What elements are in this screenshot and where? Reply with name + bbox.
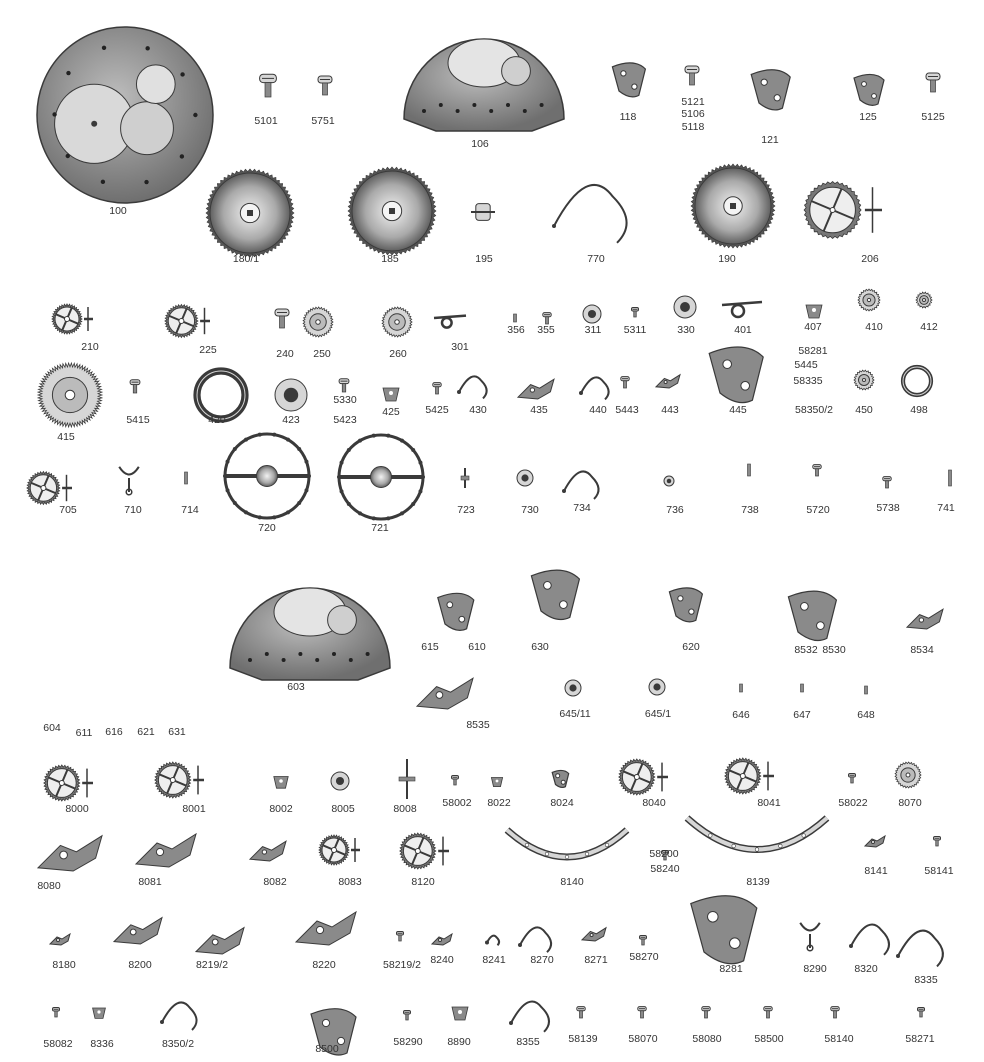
spring-part-8355 xyxy=(509,1001,549,1031)
part-number-label: 8534 xyxy=(910,644,934,656)
bridge-part-610 xyxy=(438,593,474,630)
small-part-part-425 xyxy=(383,388,399,401)
arc-part-8140 xyxy=(507,830,627,859)
part-number-label: 8180 xyxy=(52,959,76,971)
part-number-label: 412 xyxy=(920,321,938,333)
part-number-label: 8081 xyxy=(138,876,162,888)
screw-part-58082 xyxy=(53,1008,60,1018)
bridge-part-125 xyxy=(854,74,884,105)
part-number-label: 8008 xyxy=(393,803,417,815)
part-number-label: 5443 xyxy=(615,404,639,416)
arc-part-8139 xyxy=(687,818,827,851)
part-number-label: 5106 xyxy=(681,108,705,120)
lever-part-8180 xyxy=(50,934,70,945)
part-number-label: 185 xyxy=(381,253,399,265)
jewel-part-423 xyxy=(275,379,307,411)
part-number-label: 730 xyxy=(521,504,539,516)
part-number-label: 8219/2 xyxy=(195,959,229,971)
pin-part-741 xyxy=(949,470,952,486)
part-number-label: 58240 xyxy=(650,863,680,875)
part-number-label: 8002 xyxy=(269,803,293,815)
part-number-label: 8082 xyxy=(263,876,287,888)
spring-part-8270 xyxy=(518,927,551,952)
stem-part-401 xyxy=(722,302,762,317)
part-number-label: 630 xyxy=(531,641,549,653)
lever-part-8271 xyxy=(582,928,606,941)
part-number-label: 5118 xyxy=(681,121,705,133)
part-number-label: 8139 xyxy=(746,876,770,888)
part-number-label: 604 xyxy=(43,722,61,734)
screw-part-58500 xyxy=(764,1007,772,1018)
part-number-label: 5415 xyxy=(126,414,150,426)
part-number-label: 5125 xyxy=(921,111,945,123)
part-number-label: 498 xyxy=(910,404,928,416)
part-number-label: 58350/2 xyxy=(795,404,833,416)
part-number-label: 58281 xyxy=(798,345,828,357)
screw-part-58139 xyxy=(577,1007,585,1018)
pin-part-648 xyxy=(865,686,868,694)
barrel-part-185 xyxy=(348,167,436,255)
jewel-part-736 xyxy=(664,476,674,486)
part-number-label: 8120 xyxy=(411,876,435,888)
part-number-label: 721 xyxy=(371,522,389,534)
part-number-label: 620 xyxy=(682,641,700,653)
gear-part-415 xyxy=(38,363,102,427)
bridge-plate-part-603 xyxy=(230,588,390,680)
lever-part-8082 xyxy=(250,841,286,861)
part-number-label: 100 xyxy=(109,205,127,217)
staff-part-8008 xyxy=(399,759,415,799)
stem-part-301 xyxy=(434,316,466,328)
screw-part-5101 xyxy=(260,74,277,97)
part-number-label: 8080 xyxy=(37,880,61,892)
spring-part-8320 xyxy=(849,924,889,954)
part-number-label: 8240 xyxy=(430,954,454,966)
part-number-label: 8040 xyxy=(642,797,666,809)
part-number-label: 738 xyxy=(741,504,759,516)
part-number-label: 5121 xyxy=(681,96,705,108)
part-number-label: 8281 xyxy=(719,963,743,975)
screw-part-58080 xyxy=(702,1007,710,1018)
wheel-pinion-part-8040 xyxy=(619,759,668,795)
part-number-label: 410 xyxy=(865,321,883,333)
part-number-label: 225 xyxy=(199,344,217,356)
part-number-label: 8890 xyxy=(447,1036,471,1048)
gear-part-412 xyxy=(916,292,932,308)
part-number-label: 736 xyxy=(666,504,684,516)
spring-part-430 xyxy=(457,376,487,398)
part-number-label: 5738 xyxy=(876,502,900,514)
fork-part-710 xyxy=(119,467,139,495)
part-number-label: 5423 xyxy=(333,414,357,426)
wheel-pinion-part-225 xyxy=(165,305,210,338)
part-number-label: 443 xyxy=(661,404,679,416)
part-number-label: 125 xyxy=(859,111,877,123)
part-number-label: 58200 xyxy=(649,848,679,860)
screw-part-58270 xyxy=(640,936,647,946)
lever-part-8219-2 xyxy=(196,928,244,954)
lever-part-8220 xyxy=(296,912,356,945)
small-part-part-8022 xyxy=(491,778,502,787)
pin-part-738 xyxy=(748,464,751,476)
part-number-label: 5330 xyxy=(333,394,357,406)
part-number-label: 710 xyxy=(124,504,142,516)
balance-part-720 xyxy=(223,433,311,520)
screw-part-5738 xyxy=(883,477,891,488)
parts-drawings xyxy=(27,27,952,1055)
part-number-label: 311 xyxy=(584,324,602,336)
part-number-label: 621 xyxy=(137,726,155,738)
part-number-label: 5425 xyxy=(425,404,449,416)
part-number-label: 8200 xyxy=(128,959,152,971)
part-number-label: 8270 xyxy=(530,954,554,966)
wheel-pinion-part-705 xyxy=(27,472,72,505)
part-number-label: 8355 xyxy=(516,1036,540,1048)
lever-part-8141 xyxy=(865,836,885,847)
fork-part-8290 xyxy=(800,923,820,951)
part-number-label: 407 xyxy=(804,321,822,333)
bridge-plate-part-106 xyxy=(404,39,564,131)
part-number-label: 58500 xyxy=(754,1033,784,1045)
jewel-part-645-11 xyxy=(565,680,581,696)
screw-part-5425 xyxy=(433,383,441,394)
screw-part-5311 xyxy=(632,308,639,318)
arbor-part-195 xyxy=(471,204,495,221)
part-number-label: 8140 xyxy=(560,876,584,888)
movement-plate-part-100 xyxy=(37,27,213,203)
part-number-label: 106 xyxy=(471,138,489,150)
part-number-label: 58271 xyxy=(905,1033,935,1045)
part-number-label: 720 xyxy=(258,522,276,534)
screw-part-58290 xyxy=(404,1011,411,1021)
pin-part-356 xyxy=(514,314,517,322)
part-number-label: 8005 xyxy=(331,803,355,815)
part-number-label: 705 xyxy=(59,504,77,516)
part-number-label: 8022 xyxy=(487,797,511,809)
jewel-part-311 xyxy=(583,305,601,323)
part-number-label: 734 xyxy=(573,502,591,514)
part-number-label: 450 xyxy=(855,404,873,416)
part-number-label: 741 xyxy=(937,502,955,514)
staff-part-723 xyxy=(461,468,469,488)
bridge-part-8281 xyxy=(691,896,757,964)
part-number-label: 58140 xyxy=(824,1033,854,1045)
part-number-label: 645/11 xyxy=(559,708,591,720)
lever-part-8200 xyxy=(114,918,162,944)
part-number-label: 58141 xyxy=(924,865,954,877)
part-number-label: 646 xyxy=(732,709,750,721)
part-number-label: 330 xyxy=(677,324,695,336)
lever-part-8080 xyxy=(38,836,102,871)
part-number-label: 58270 xyxy=(629,951,659,963)
small-part-part-8890 xyxy=(452,1007,468,1020)
part-number-label: 648 xyxy=(857,709,875,721)
spring-part-8350-2 xyxy=(160,1002,197,1030)
spring-part-440 xyxy=(579,377,609,399)
wheel-pinion-part-210 xyxy=(52,304,93,334)
part-number-label: 8271 xyxy=(584,954,608,966)
bridge-part-8530 xyxy=(788,591,836,640)
bridge-part-445 xyxy=(709,347,763,403)
part-number-label: 8083 xyxy=(338,876,362,888)
jewel-part-645-1 xyxy=(649,679,665,695)
part-number-label: 8041 xyxy=(757,797,781,809)
screw-part-58140 xyxy=(831,1007,839,1018)
part-number-label: 615 xyxy=(421,641,439,653)
part-number-label: 250 xyxy=(313,348,331,360)
part-number-label: 616 xyxy=(105,726,123,738)
part-number-label: 423 xyxy=(282,414,300,426)
spring-part-770 xyxy=(552,185,627,243)
part-number-label: 631 xyxy=(168,726,186,738)
part-number-label: 430 xyxy=(469,404,487,416)
pin-part-647 xyxy=(801,684,804,692)
part-number-label: 180/1 xyxy=(232,253,260,265)
bridge-part-121 xyxy=(751,70,790,110)
screw-part-58070 xyxy=(638,1007,646,1018)
gear-part-450 xyxy=(854,370,874,390)
jewel-part-8005 xyxy=(331,772,349,790)
part-number-label: 401 xyxy=(734,324,752,336)
part-number-label: 118 xyxy=(619,111,637,123)
gear-part-260 xyxy=(382,307,412,337)
screw-part-58219-2 xyxy=(397,932,404,942)
wheel-pinion-part-8120 xyxy=(400,833,449,869)
small-part-part-8336 xyxy=(93,1008,106,1018)
part-number-label: 611 xyxy=(75,727,93,739)
spring-part-734 xyxy=(562,471,599,499)
part-number-label: 420 xyxy=(208,414,226,426)
part-number-label: 58002 xyxy=(442,797,472,809)
screw-part-5443 xyxy=(621,377,629,388)
lever-part-8240 xyxy=(432,934,452,945)
part-number-label: 645/1 xyxy=(644,708,672,720)
barrel-part-190 xyxy=(691,164,775,248)
part-number-label: 8070 xyxy=(898,797,922,809)
screw-part-5330 xyxy=(339,379,349,392)
part-number-label: 723 xyxy=(457,504,475,516)
part-number-label: 8001 xyxy=(182,803,206,815)
small-part-part-8002 xyxy=(274,777,288,789)
lever-part-8534 xyxy=(907,609,943,629)
spring-part-8335 xyxy=(896,931,943,967)
part-number-label: 58070 xyxy=(628,1033,658,1045)
lever-part-8535 xyxy=(417,678,473,709)
wheel-pinion-part-206 xyxy=(804,182,882,239)
screw-part-355 xyxy=(543,313,551,324)
lever-part-8081 xyxy=(136,834,196,867)
part-number-label: 8024 xyxy=(550,797,574,809)
part-number-label: 8500 xyxy=(315,1043,339,1055)
screw-part-240 xyxy=(275,309,289,328)
part-number-label: 58080 xyxy=(692,1033,722,1045)
part-number-label: 58139 xyxy=(568,1033,598,1045)
screw-part-58271 xyxy=(918,1008,925,1018)
screw-part-5415 xyxy=(130,380,140,393)
part-number-label: 195 xyxy=(475,253,493,265)
part-number-label: 415 xyxy=(57,431,75,443)
bridge-part-8024 xyxy=(552,770,569,787)
screw-part-58022 xyxy=(849,774,856,784)
part-number-label: 8335 xyxy=(914,974,938,986)
part-number-label: 356 xyxy=(507,324,525,336)
ring-part-498 xyxy=(903,367,931,395)
part-labels xyxy=(37,96,955,1055)
part-number-label: 5720 xyxy=(806,504,830,516)
part-number-label: 8320 xyxy=(854,963,878,975)
lever-part-435 xyxy=(518,379,554,399)
part-number-label: 8000 xyxy=(65,803,89,815)
spring-part-8241 xyxy=(485,936,499,946)
part-number-label: 8530 xyxy=(822,644,846,656)
part-number-label: 240 xyxy=(276,348,294,360)
part-number-label: 5751 xyxy=(311,115,335,127)
part-number-label: 5445 xyxy=(794,359,818,371)
part-number-label: 8350/2 xyxy=(161,1038,195,1050)
ring-part-420 xyxy=(197,371,245,419)
part-number-label: 121 xyxy=(761,134,779,146)
part-number-label: 8290 xyxy=(803,963,827,975)
part-number-label: 260 xyxy=(389,348,407,360)
part-number-label: 8532 xyxy=(794,644,818,656)
screw-part-58002 xyxy=(452,776,459,786)
gear-part-8070 xyxy=(895,762,921,788)
part-number-label: 5101 xyxy=(254,115,278,127)
screw-part-5125 xyxy=(926,73,940,92)
part-number-label: 210 xyxy=(81,341,99,353)
part-number-label: 8141 xyxy=(864,865,888,877)
part-number-label: 58335 xyxy=(793,375,823,387)
part-number-label: 58022 xyxy=(838,797,868,809)
part-number-label: 440 xyxy=(589,404,607,416)
part-number-label: 770 xyxy=(587,253,605,265)
bridge-part-118 xyxy=(612,63,645,97)
part-number-label: 58082 xyxy=(43,1038,73,1050)
balance-part-721 xyxy=(337,434,425,521)
screw-part-5751 xyxy=(318,76,332,95)
part-number-label: 714 xyxy=(181,504,199,516)
part-number-label: 8336 xyxy=(90,1038,114,1050)
part-number-label: 610 xyxy=(468,641,486,653)
part-number-label: 425 xyxy=(382,406,400,418)
gear-part-410 xyxy=(858,289,880,311)
part-number-label: 190 xyxy=(718,253,736,265)
part-number-label: 301 xyxy=(451,341,469,353)
small-part-part-407 xyxy=(806,305,822,318)
gear-part-250 xyxy=(303,307,333,337)
screw-part-58141 xyxy=(934,837,941,847)
part-number-label: 435 xyxy=(530,404,548,416)
wheel-pinion-part-8083 xyxy=(319,835,360,865)
bridge-part-630 xyxy=(531,570,579,619)
wheel-pinion-part-8001 xyxy=(155,762,204,798)
part-number-label: 445 xyxy=(729,404,747,416)
pin-part-646 xyxy=(740,684,743,692)
screw-part-5121 xyxy=(685,66,699,85)
part-number-label: 355 xyxy=(537,324,555,336)
part-number-label: 206 xyxy=(861,253,879,265)
lever-part-443 xyxy=(656,375,680,388)
part-number-label: 58290 xyxy=(393,1036,423,1048)
bridge-part-620 xyxy=(669,588,702,622)
screw-part-5720 xyxy=(813,465,821,476)
wheel-pinion-part-8000 xyxy=(44,765,93,801)
part-number-label: 603 xyxy=(287,681,305,693)
part-number-label: 647 xyxy=(793,709,811,721)
pin-part-714 xyxy=(185,472,188,484)
part-number-label: 58219/2 xyxy=(383,959,421,971)
part-number-label: 5311 xyxy=(623,324,647,336)
wheel-pinion-part-8041 xyxy=(725,758,774,794)
part-number-label: 8220 xyxy=(312,959,336,971)
part-number-label: 8241 xyxy=(482,954,506,966)
barrel-part-180-1 xyxy=(206,169,294,257)
jewel-part-730 xyxy=(517,470,533,486)
part-number-label: 8535 xyxy=(466,719,490,731)
jewel-part-330 xyxy=(674,296,696,318)
